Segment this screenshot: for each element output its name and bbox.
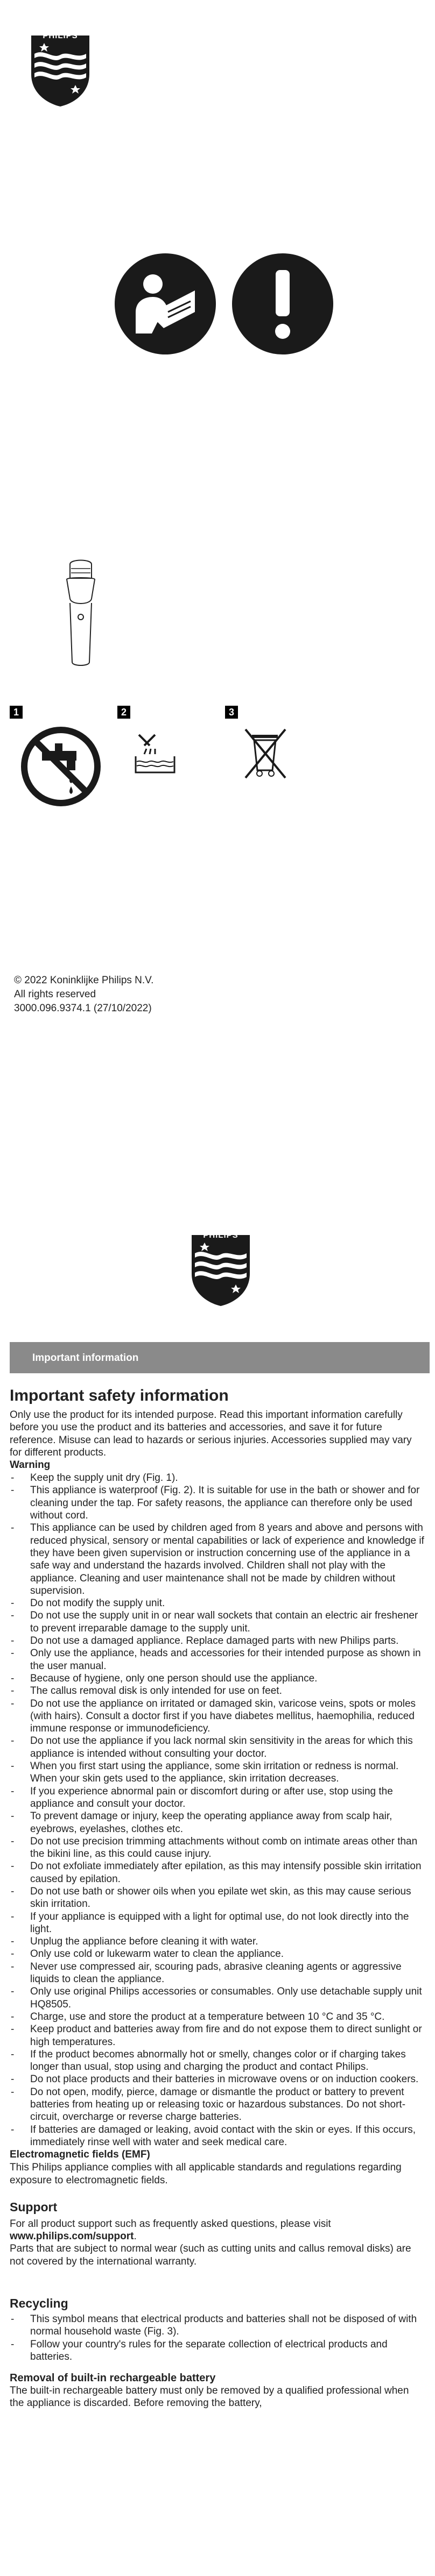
manual-content [10, 1385, 425, 2410]
list-item: - Charge, use and store the product at a temperature between 10 °C and 35 °C. [10, 2011, 425, 2023]
battery-removal-text: The built-in rechargeable battery must only be removed by a qualified professional when the appliance is discarded. Before removing the battery, [10, 2385, 409, 2409]
list-item: - Do not use a damaged appliance. Replace damaged parts with new Philips parts. [10, 1635, 425, 1647]
list-item: - The callus removal disk is only intended for use on feet. [10, 1685, 425, 1697]
list-item: - Do not use bath or shower oils when you epilate wet skin, as this may cause serious skin irritation. [10, 1885, 425, 1911]
warning-heading: Warning [10, 1459, 51, 1471]
brand-wordmark: PHILIPS [43, 31, 78, 40]
copyright-block [14, 974, 153, 1016]
list-item: - If the product becomes abnormally hot or smelly, changes color or if charging takes longer than usual, stop using and charging the product and contact Philips. [10, 2048, 425, 2074]
figure-number: 1 [10, 706, 23, 719]
recycling-title: Recycling [10, 2296, 68, 2310]
figure-number: 2 [117, 706, 130, 719]
support-text-body: For all product support such as frequently asked questions, please visit [10, 2218, 331, 2230]
document-code: 3000.096.9374.1 (27/10/2022) [14, 1003, 152, 1014]
support-text [10, 2218, 425, 2243]
support-title: Support [10, 2199, 58, 2214]
list-item: - Only use cold or lukewarm water to clean the appliance. [10, 1948, 425, 1960]
list-item: - Unplug the appliance before cleaning it with water. [10, 1935, 425, 1948]
banner-label: Important information [32, 1352, 139, 1364]
list-item: - Do not use the supply unit in or near wall sockets that contain an electric air freshener to prevent irreparable damage to the supply unit. [10, 1609, 425, 1635]
read-manual-icon [114, 253, 216, 355]
list-item: - This appliance can be used by children aged from 8 years and above and persons with reduced physical, sensory or mental capabilities or lack of experience and knowledge if they have been given supervision or instruction concerning use of the appliance in a safe way and understand the hazards involved. Children shall not play with the appliance. Cleaning and user maintenance shall not be made by children without supervision. [10, 1522, 425, 1597]
list-item: - Only use the appliance, heads and accessories for their intended purpose as shown in the user manual. [10, 1647, 425, 1672]
symbol-icons-row [114, 253, 335, 355]
warning-list [10, 1472, 425, 2148]
list-item: - When you first start using the appliance, some skin irritation or redness is normal. When your skin gets used to the appliance, skin irritation decreases. [10, 1760, 425, 1785]
philips-logo-page2 [188, 1232, 253, 1307]
safety-title: Important safety information [10, 1387, 229, 1404]
emf-text: This Philips appliance complies with all applicable standards and regulations regarding exposure to electromagnetic fields. [10, 2162, 402, 2186]
figure-1 [10, 706, 104, 808]
list-item: - Do not open, modify, pierce, damage or dismantle the product or battery to prevent batteries from heating up or releasing toxic or hazardous substances. Do not short-circuit, overcharge or reverse charge batteries. [10, 2086, 425, 2124]
figure-2 [117, 706, 212, 808]
list-item: - If you experience abnormal pain or discomfort during or after use, stop using the appliance and consult your doctor. [10, 1785, 425, 1811]
list-item: - Do not exfoliate immediately after epilation, as this may intensify possible skin irritation caused by epilation. [10, 1860, 425, 1885]
brand-wordmark: PHILIPS [203, 1231, 238, 1240]
figure-3 [225, 706, 319, 808]
battery-removal-heading: Removal of built-in rechargeable battery [10, 2372, 216, 2385]
copyright-line: © 2022 Koninklijke Philips N.V. [14, 975, 154, 986]
support-link[interactable]: www.philips.com/support [10, 2231, 134, 2243]
list-item: - Because of hygiene, only one person should use the appliance. [10, 1672, 425, 1685]
shower-bath-icon [128, 724, 182, 778]
list-item: - Keep product and batteries away from fire and do not expose them to direct sunlight or high temperatures. [10, 2023, 425, 2048]
support-link-suffix: . [134, 2231, 137, 2243]
rights-line: All rights reserved [14, 989, 96, 1000]
list-item: - Do not use precision trimming attachments without comb on intimate areas other than the bikini line, as this could cause injury. [10, 1835, 425, 1861]
list-item: - Only use original Philips accessories or consumables. Only use detachable supply unit HQ8505. [10, 1985, 425, 2011]
recycling-list [10, 2313, 425, 2363]
list-item: - Follow your country's rules for the separate collection of electrical products and batteries. [10, 2338, 425, 2364]
section-banner [10, 1342, 430, 1373]
support-text-2: Parts that are subject to normal wear (such as cutting units and callus removal disks) are not covered by the international warranty. [10, 2243, 411, 2267]
list-item: - To prevent damage or injury, keep the operating appliance away from scalp hair, eyebrows, eyelashes, clothes etc. [10, 1810, 425, 1835]
warning-icon [231, 253, 334, 355]
list-item: - This appliance is waterproof (Fig. 2). It is suitable for use in the bath or shower and for cleaning under the tap. For safety reasons, the appliance can therefore only be used without cord. [10, 1484, 425, 1522]
list-item: - If your appliance is equipped with a light for optimal use, do not look directly into the light. [10, 1911, 425, 1936]
list-item: - Keep the supply unit dry (Fig. 1). [10, 1472, 425, 1484]
list-item: - Do not modify the supply unit. [10, 1597, 425, 1609]
list-item: - Do not use the appliance on irritated or damaged skin, varicose veins, spots or moles (with hairs). Consult a doctor first if you have diabetes mellitus, haemophilia, reduced immune response or immunodeficiency. [10, 1698, 425, 1735]
safety-intro: Only use the product for its intended purpose. Read this important information carefully before you use the product and its batteries and accessories, and save it for future reference. Misuse can lead to hazards or serious injuries. Accessories supplied may vary for different products. [10, 1409, 412, 1458]
list-item: - Do not use the appliance if you lack normal skin sensitivity in the areas for which this appliance is intended without consulting your doctor. [10, 1735, 425, 1760]
list-item: - If batteries are damaged or leaking, avoid contact with the skin or eyes. If this occurs, immediately rinse well with water and seek medical care. [10, 2124, 425, 2149]
crossed-out-wheelie-bin-icon [238, 724, 292, 783]
list-item: - This symbol means that electrical products and batteries shall not be disposed of with normal household waste (Fig. 3). [10, 2313, 425, 2338]
emf-heading: Electromagnetic fields (EMF) [10, 2149, 150, 2161]
list-item: - Do not place products and their batteries in microwave ovens or on induction cookers. [10, 2073, 425, 2085]
epilator-illustration [58, 557, 103, 670]
figure-number: 3 [225, 706, 238, 719]
philips-logo [28, 32, 93, 108]
list-item: - Never use compressed air, scouring pads, abrasive cleaning agents or aggressive liquids to clean the appliance. [10, 1961, 425, 1986]
no-water-tap-icon [20, 726, 101, 807]
